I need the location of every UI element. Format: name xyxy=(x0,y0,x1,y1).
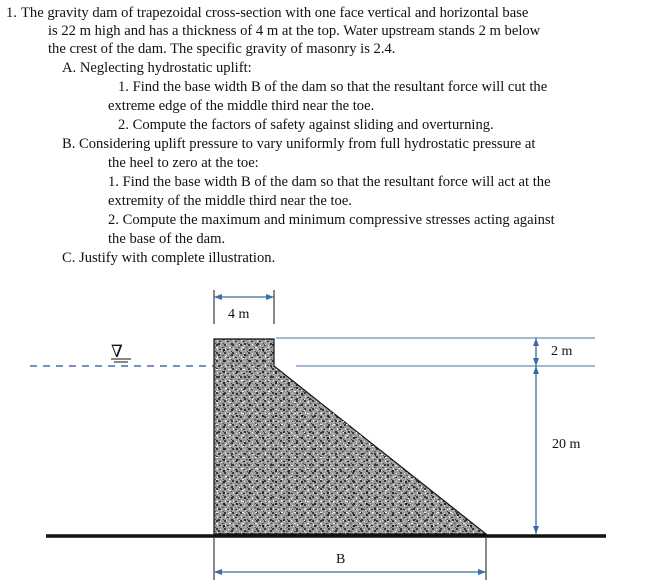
top-width-label: 4 m xyxy=(228,307,250,322)
dam-figure xyxy=(0,280,655,586)
part-b-item-1-line-1: 1. Find the base width B of the dam so that the resultant force will act at the xyxy=(108,174,551,190)
base-width-dimension xyxy=(214,538,486,580)
part-c-heading: C. Justify with complete illustration. xyxy=(62,250,276,266)
part-b-item-1-line-2: extremity of the middle third near the toe. xyxy=(108,193,352,209)
part-a-item-1-line-1: 1. Find the base width B of the dam so that the resultant force will cut the xyxy=(118,79,548,95)
dam-diagram xyxy=(0,280,655,586)
part-a-heading: A. Neglecting hydrostatic uplift: xyxy=(62,60,252,76)
water-surface-icon: ∇ xyxy=(111,342,123,361)
problem-intro-line-1: The gravity dam of trapezoidal cross-section with one face vertical and horizontal base xyxy=(21,5,529,21)
part-b-heading: B. Considering uplift pressure to vary uniformly from full hydrostatic pressure at xyxy=(62,136,536,152)
water-depth-label: 20 m xyxy=(552,437,581,452)
problem-number: 1. xyxy=(6,5,17,21)
part-b-item-2-line-2: the base of the dam. xyxy=(108,231,226,247)
part-b-item-2-line-1: 2. Compute the maximum and minimum compressive stresses acting against xyxy=(108,212,555,228)
freeboard-label: 2 m xyxy=(551,344,573,359)
part-a-item-1-line-2: extreme edge of the middle third near the toe. xyxy=(108,98,375,114)
part-a-item-2: 2. Compute the factors of safety against sliding and overturning. xyxy=(118,117,494,133)
part-b-heading-cont: the heel to zero at the toe: xyxy=(108,155,259,171)
height-dimensions xyxy=(533,338,539,534)
problem-intro-line-3: the crest of the dam. The specific gravity of masonry is 2.4. xyxy=(48,41,396,57)
base-width-label: B xyxy=(336,552,346,567)
problem-intro-line-2: is 22 m high and has a thickness of 4 m at the top. Water upstream stands 2 m below xyxy=(48,23,541,39)
